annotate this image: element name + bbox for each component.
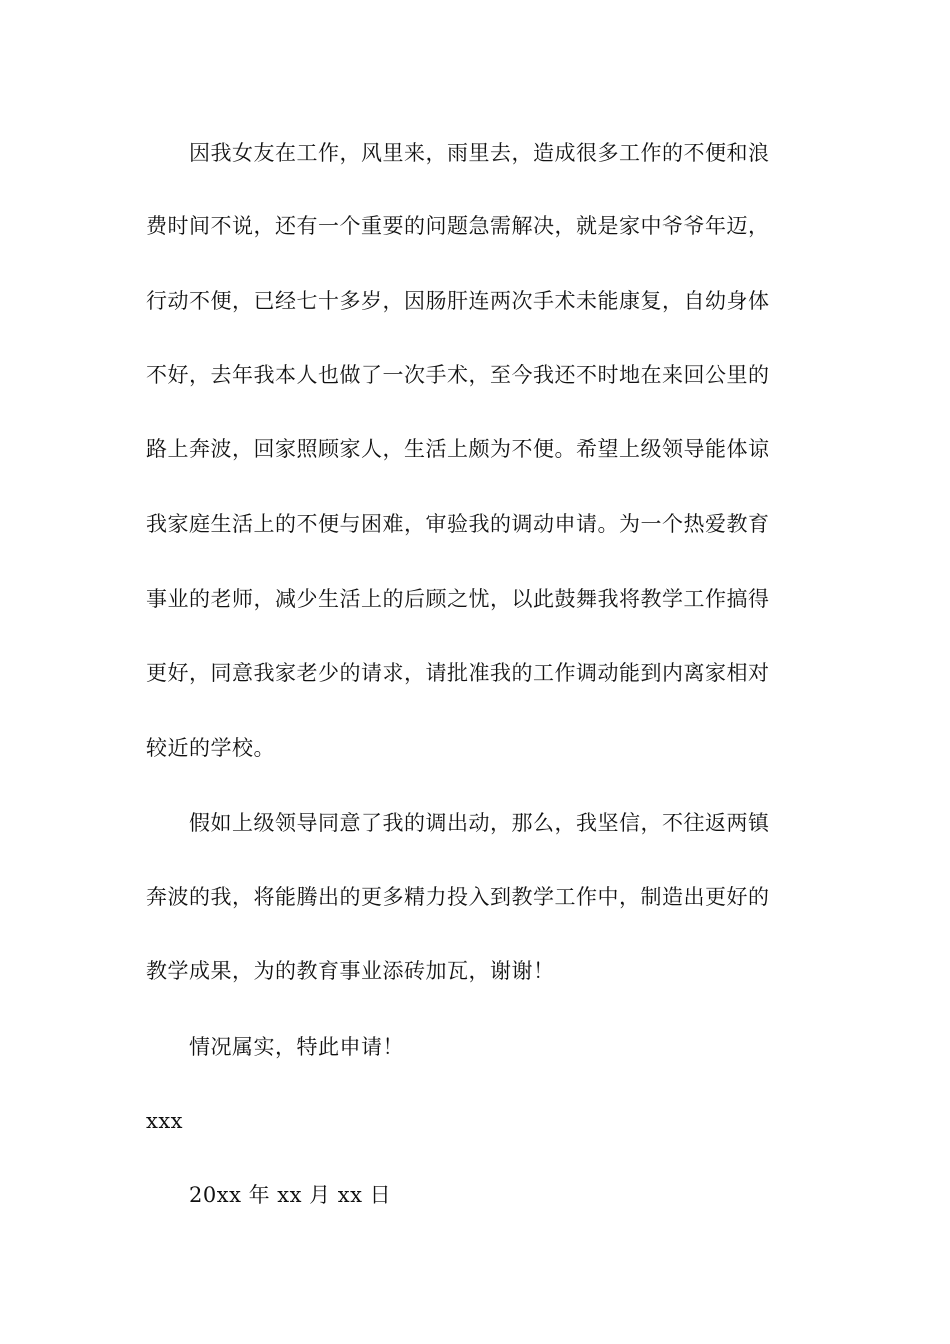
paragraph-1-line-9: 较近的学校。	[146, 736, 275, 760]
paragraph-1-line-6: 我家庭生活上的不便与困难，审验我的调动申请。为一个热爱教育	[146, 512, 770, 536]
signature: xxx	[146, 1109, 184, 1133]
date: 20xx 年 xx 月 xx 日	[189, 1183, 392, 1207]
paragraph-1-line-4: 不好，去年我本人也做了一次手术，至今我还不时地在来回公里的	[146, 363, 770, 387]
paragraph-2-line-1: 假如上级领导同意了我的调出动，那么，我坚信，不往返两镇	[189, 811, 770, 835]
paragraph-1-line-3: 行动不便，已经七十多岁，因肠肝连两次手术未能康复，自幼身体	[146, 289, 770, 313]
paragraph-1-line-2: 费时间不说，还有一个重要的问题急需解决，就是家中爷爷年迈，	[146, 214, 770, 238]
paragraph-1-line-8: 更好，同意我家老少的请求，请批准我的工作调动能到内离家相对	[146, 661, 770, 685]
closing-statement: 情况属实，特此申请！	[189, 1035, 404, 1059]
paragraph-1-line-1: 因我女友在工作，风里来，雨里去，造成很多工作的不便和浪	[189, 141, 770, 165]
paragraph-1-line-7: 事业的老师，减少生活上的后顾之忧，以此鼓舞我将教学工作搞得	[146, 587, 770, 611]
paragraph-2-line-3: 教学成果，为的教育事业添砖加瓦，谢谢！	[146, 959, 555, 983]
paragraph-2-line-2: 奔波的我，将能腾出的更多精力投入到教学工作中，制造出更好的	[146, 885, 770, 909]
paragraph-1-line-5: 路上奔波，回家照顾家人，生活上颇为不便。希望上级领导能体谅	[146, 437, 770, 461]
